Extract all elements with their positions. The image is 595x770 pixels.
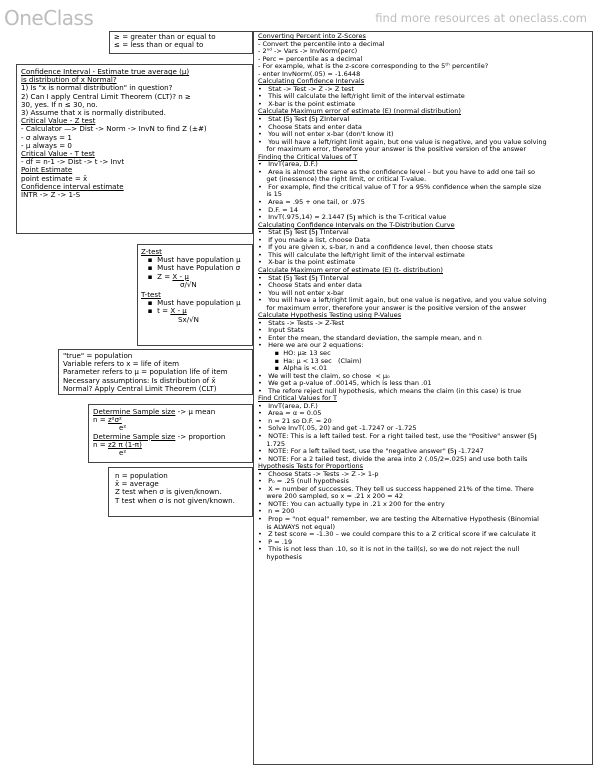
t-formula-lhs: t = <box>157 306 171 316</box>
note-line: • Z test score = -1.30 – we could compare this to a Z critical score if we calculate it <box>258 530 536 539</box>
definition-line: "true" = population <box>63 351 133 360</box>
note-line: • X-bar is the point estimate <box>258 258 356 267</box>
note-line: • Choose Stats and enter data <box>258 281 362 290</box>
section-heading: Calculate Maximum error of estimate (E) (t- distribution) <box>258 265 443 274</box>
note-line: • Area = .95 + one tail, or .975 <box>258 198 365 207</box>
cv-t-line: - df = n-1 -> Dist -> t -> Invt <box>21 157 125 167</box>
oneclass-logo[interactable]: OneClass <box>4 6 94 30</box>
note-line: • n = 200 <box>258 507 295 516</box>
note-line: • This will calculate the left/right limit of the interval estimate <box>258 92 465 101</box>
note-line: • Stat ⦗5⦘ Test ⦗5⦘ TInterval <box>258 228 349 237</box>
note-line: • NOTE: You can actually type in .21 x 200 for the entry <box>258 499 445 508</box>
note-line: • X = number of successes. They tell us success happened 21% of the time. There <box>258 484 534 493</box>
ci-line: 1) Is "x is normal distribution" in question? <box>21 83 173 93</box>
definition-line: Necessary assumptions: Is distribution of x̄ <box>63 375 216 385</box>
note-line: • If you made a list, choose Data <box>258 235 370 244</box>
note-line: • D.F. = 14 <box>258 205 299 214</box>
note-line: • X-bar is the point estimate <box>258 99 356 108</box>
page-header <box>0 0 595 34</box>
sample-size-proportion-title: Determine Sample size -> proportion <box>93 431 226 441</box>
note-line: • Stat ⦗5⦘ Test ⦗5⦘ ZInterval <box>258 115 350 124</box>
note-line: • Enter the mean, the standard deviation, the sample mean, and n <box>258 333 482 342</box>
note-line: is ALWAYS not equal) <box>258 522 336 531</box>
note-line: • n = 21 so D.F. = 20 <box>258 416 332 425</box>
notation-box <box>108 467 253 517</box>
note-line: • Stat -> Test -> Z -> Z test <box>258 84 354 93</box>
tagline-link[interactable]: find more resources at oneclass.com <box>375 11 587 25</box>
z-formula-numerator: X - µ <box>172 271 189 281</box>
population-definitions-box <box>58 349 253 395</box>
t-formula: ▪ t = X - µ <box>141 306 187 316</box>
ci-heading: Confidence Interval - Estimate true average (µ) <box>21 67 190 76</box>
note-line: • Input Stats <box>258 326 304 335</box>
z-bullet: ▪ Must have population µ <box>141 255 241 265</box>
t-bullet-text: Must have population µ <box>157 298 241 308</box>
note-line: for maximum error, therefore your answer is the positive version of the answer <box>258 145 527 154</box>
sample-size-mean-denominator: e² <box>119 423 127 433</box>
ci-subheading: is distribution of x Normal? <box>21 75 117 85</box>
ci-line: 3) Assume that x is normally distributed. <box>21 108 166 118</box>
ci-estimate-line: INTR -> Z -> 1-S <box>21 190 81 200</box>
sample-size-proportion-formula: n = z2 π (1-π) <box>93 439 142 449</box>
note-line: is 15 <box>258 190 282 199</box>
note-line: • You will not enter x-bar (don't know it) <box>258 130 394 139</box>
note-line: • InvT(area, D.F.) <box>258 160 318 169</box>
note-line: - Perc = percentile as a decimal <box>258 54 363 63</box>
definition-line: Parameter refers to µ = population life of item <box>63 367 228 377</box>
cv-z-line: - Calculator —> Dist -> Norm -> InvN to find Z (±#) <box>21 124 207 134</box>
cv-t-title: Critical Value - T test <box>21 149 95 159</box>
symbol-line: ≥ = greater than or equal to <box>114 32 216 41</box>
notation-line: x̄ = average <box>115 479 159 489</box>
note-line: ▪ HO: µ≥ 13 sec <box>258 348 331 357</box>
note-line: • NOTE: For a 2 tailed test, divide the area into 2 (.05/2=.025) and use both tails <box>258 454 528 463</box>
right-column-notes <box>253 31 593 765</box>
ci-line: 30, yes. If n ≤ 30, no. <box>21 99 98 109</box>
notes-list <box>258 33 592 561</box>
section-heading: Hypothesis Tests for Proportions <box>258 462 364 471</box>
note-line: hypothesis <box>258 552 302 561</box>
sample-size-mean-title: Determine Sample size -> µ mean <box>93 407 216 416</box>
notation-line: Z test when σ is given/known. <box>115 487 222 497</box>
note-line: • Prop = "not equal" remember, we are testing the Alternative Hypothesis (Binomial <box>258 515 539 523</box>
note-line: • We get a p-value of .00145, which is less than .01 <box>258 379 432 388</box>
sample-size-box <box>88 404 253 463</box>
tests-box <box>137 244 253 346</box>
note-line: get (inessence) the right limit, or critical T-value. <box>258 175 427 184</box>
ztest-title: Z-test <box>141 247 162 256</box>
ttest-title: T-test <box>141 290 161 300</box>
section-heading: Calculate Hypothesis Testing using P-Values <box>258 311 402 320</box>
notation-line: T test when σ is not given/known. <box>115 495 235 505</box>
note-line: ▪ Ha: µ < 13 sec (Claim) <box>258 356 362 365</box>
note-line: • Stats -> Tests -> Z-Test <box>258 318 345 327</box>
note-line: • If you are given x, s-bar, n and a confidence level, then choose stats <box>258 243 493 252</box>
sample-size-proportion-denominator: e² <box>119 448 127 458</box>
note-line: - For example, what is the z-score corresponding to the 5ᵗʰ percentile? <box>258 62 489 71</box>
point-estimate-title: Point Estimate <box>21 165 73 175</box>
note-line: 1.725 <box>258 439 286 448</box>
note-line: • Area is almost the same as the confidence level – but you have to add one tail so <box>258 167 536 176</box>
note-line: ▪ Alpha is <.01 <box>258 364 328 373</box>
section-heading: Calculate Maximum error of estimate (E) (normal distribution) <box>258 107 461 116</box>
section-heading: Find Critical Values for T <box>258 394 338 403</box>
note-line: • P₀ = .25 (null hypothesis <box>258 477 349 486</box>
note-line: • Area = α = 0.05 <box>258 409 322 418</box>
t-bullet: ▪ Must have population µ <box>141 298 241 308</box>
note-line: were 200 sampled, so x = .21 x 200 = 42 <box>258 492 404 501</box>
note-line: • Choose Stats -> Tests -> Z -> 1-p <box>258 469 379 478</box>
note-line: • Stat ⦗5⦘ Test ⦗5⦘ TInterval <box>258 273 349 282</box>
point-estimate-line: point estimate = x̄ <box>21 173 88 183</box>
z-formula-lhs: Z = <box>157 271 173 281</box>
note-line: - Convert the percentile into a decimal <box>258 39 385 48</box>
note-line: • You will have a left/right limit again, but one value is negative, and you value solving <box>258 296 547 305</box>
symbol-line: ≤ = less than or equal to <box>114 40 204 50</box>
note-line: • This is not less than .10, so it is not in the tail(s), so we do not reject the null <box>258 545 520 554</box>
symbols-box <box>109 31 253 54</box>
z-formula-denominator: σ/√N <box>180 279 197 289</box>
note-line: • You will have a left/right limit again, but one value is negative, and you value solving <box>258 137 547 146</box>
section-heading: Finding the Critical Values of T <box>258 152 358 161</box>
cv-z-line: - µ always = 0 <box>21 140 72 150</box>
sample-size-mean-formula: n = z²σ² <box>93 415 122 425</box>
note-line: • Here we are our 2 equations: <box>258 341 364 350</box>
note-line: • We will test the claim, so chose < µ₀ <box>258 371 390 380</box>
note-line: • P = .19 <box>258 537 293 546</box>
note-line: • You will not enter x-bar <box>258 288 344 297</box>
note-line: • For example, find the critical value of T for a 95% confidence when the sample size <box>258 182 542 191</box>
note-line: • Solve InvT(.05, 20) and get -1.7247 or -1.725 <box>258 424 417 433</box>
t-formula-numerator: X - µ <box>170 306 187 316</box>
note-line: • The refore reject null hypothesis, which means the claim (in this case) is true <box>258 386 522 395</box>
cv-z-title: Critical Value - Z test <box>21 116 96 126</box>
section-heading: Converting Percent into Z-Scores <box>258 32 366 40</box>
section-heading: Calculating Confidence Intervals on the T-Distribution Curve <box>258 220 455 229</box>
note-line: • NOTE: This is a left tailed test. For a right tailed test, use the "Positive" answer ⦗5⦘ <box>258 431 537 440</box>
note-line: • InvT(area, D.F.) <box>258 401 318 410</box>
ci-estimate-title: Confidence interval estimate <box>21 181 124 191</box>
note-line: • NOTE: For a left tailed test, use the "negative answer" ⦗5⦘ -1.7247 <box>258 447 484 456</box>
note-line: - 2ⁿᵈ -> Vars -> InvNorm(perc) <box>258 47 358 56</box>
notation-line: n = population <box>115 471 168 480</box>
note-line: for maximum error, therefore your answer is the positive version of the answer <box>258 303 527 312</box>
z-bullet: ▪ Must have Population σ <box>141 263 241 273</box>
z-formula: ▪ Z = X - µ <box>141 271 189 281</box>
t-formula-denominator: Sx/√N <box>178 314 199 324</box>
definition-line: Normal? Apply Central Limit Theorem (CLT) <box>63 383 217 393</box>
definition-line: Variable refers to x = life of item <box>63 359 180 369</box>
confidence-interval-box <box>16 64 253 234</box>
z-bullet-text: Must have Population σ <box>157 263 241 273</box>
note-line: • InvT(.975,14) = 2.1447 ⦗5⦘ which is the T-critical value <box>258 213 447 222</box>
ci-line: 2) Can I apply Central Limit Theorem (CLT)? n ≥ <box>21 91 191 101</box>
note-line: • Choose Stats and enter data <box>258 122 362 131</box>
z-bullet-text: Must have population µ <box>157 255 241 265</box>
cv-z-line: - σ always = 1 <box>21 132 72 142</box>
note-line: • This will calculate the left/right limit of the interval estimate <box>258 250 465 259</box>
note-line: - enter InvNorm(.05) = -1.6448 <box>258 69 361 78</box>
section-heading: Calculating Confidence Intervals <box>258 77 365 86</box>
